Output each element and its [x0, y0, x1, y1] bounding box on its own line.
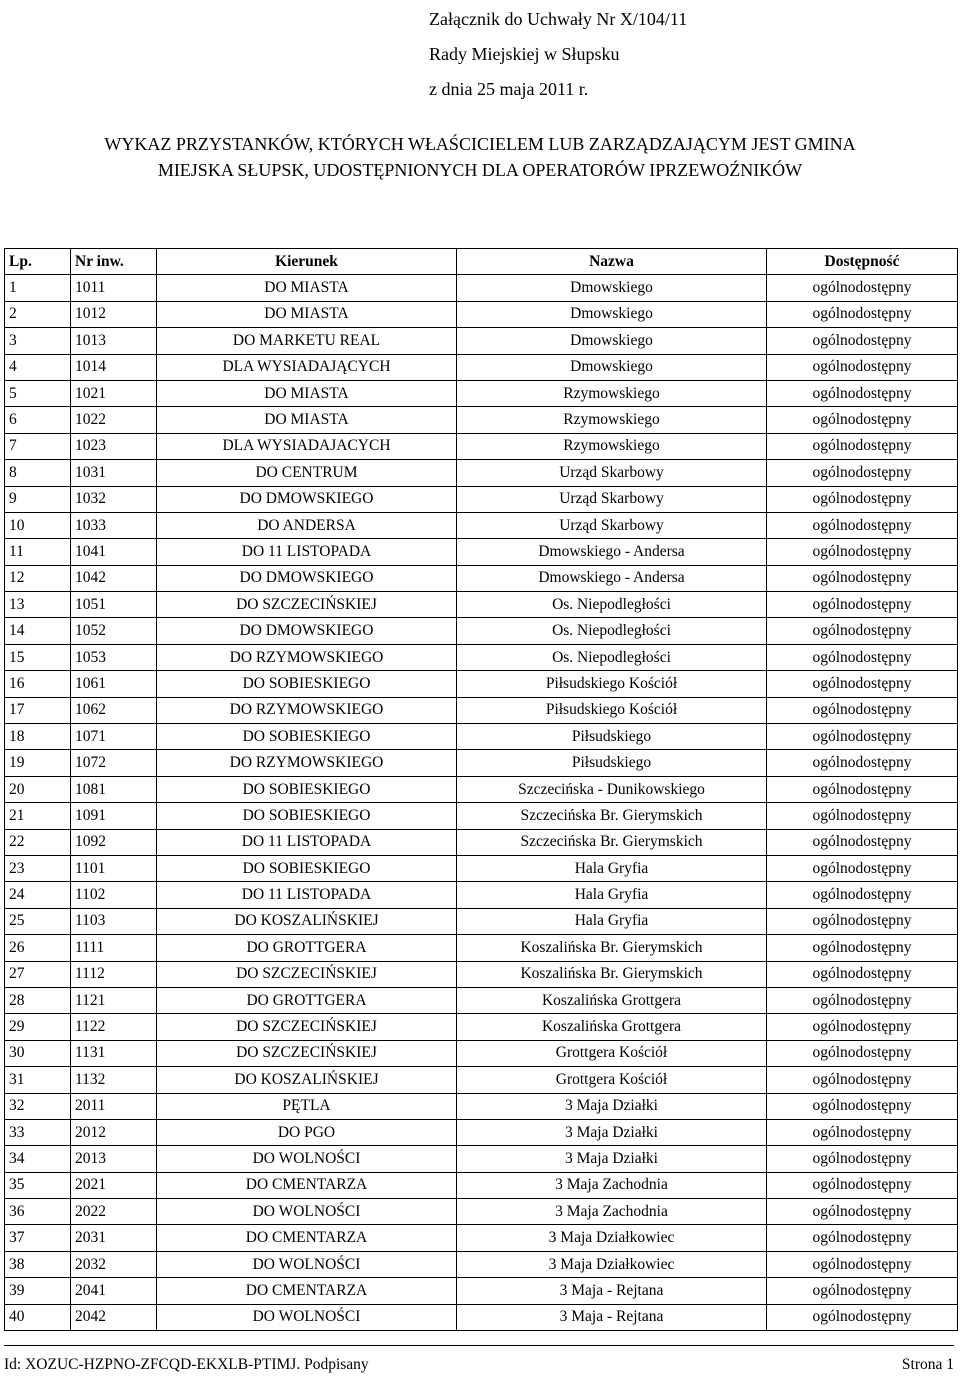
- cell-lp: 37: [5, 1225, 71, 1251]
- cell-lp: 16: [5, 671, 71, 697]
- cell-nr-inw: 1132: [71, 1067, 157, 1093]
- table-row: [5, 697, 958, 723]
- table-row: [5, 829, 958, 855]
- table-row: [5, 354, 958, 380]
- cell-dostepnosc: ogólnodostępny: [767, 407, 958, 433]
- cell-nr-inw: 1052: [71, 618, 157, 644]
- cell-kierunek: DO SOBIESKIEGO: [157, 776, 457, 802]
- page-footer: [4, 1345, 954, 1374]
- cell-nazwa: Koszalińska Grottgera: [457, 987, 767, 1013]
- table-row: [5, 1225, 958, 1251]
- cell-nazwa: 3 Maja Działkowiec: [457, 1225, 767, 1251]
- cell-lp: 5: [5, 380, 71, 406]
- cell-kierunek: DO WOLNOŚCI: [157, 1251, 457, 1277]
- title-line-2: MIEJSKA SŁUPSK, UDOSTĘPNIONYCH DLA OPERATORÓW IPRZEWOŹNIKÓW: [157, 160, 803, 180]
- cell-nr-inw: 2041: [71, 1278, 157, 1304]
- cell-kierunek: DO KOSZALIŃSKIEJ: [157, 1067, 457, 1093]
- cell-nr-inw: 2012: [71, 1119, 157, 1145]
- header-line-annex: Załącznik do Uchwały Nr X/104/11: [429, 9, 688, 29]
- cell-kierunek: DO CMENTARZA: [157, 1278, 457, 1304]
- cell-nazwa: 3 Maja Działki: [457, 1119, 767, 1145]
- cell-dostepnosc: ogólnodostępny: [767, 935, 958, 961]
- cell-dostepnosc: ogólnodostępny: [767, 750, 958, 776]
- cell-nazwa: Grottgera Kościół: [457, 1040, 767, 1066]
- cell-lp: 28: [5, 987, 71, 1013]
- cell-dostepnosc: ogólnodostępny: [767, 855, 958, 881]
- cell-nr-inw: 1021: [71, 380, 157, 406]
- cell-lp: 6: [5, 407, 71, 433]
- cell-nazwa: Szczecińska Br. Gierymskich: [457, 829, 767, 855]
- cell-lp: 31: [5, 1067, 71, 1093]
- cell-nr-inw: 1072: [71, 750, 157, 776]
- cell-lp: 3: [5, 328, 71, 354]
- cell-kierunek: DO GROTTGERA: [157, 935, 457, 961]
- cell-lp: 35: [5, 1172, 71, 1198]
- cell-nr-inw: 1101: [71, 855, 157, 881]
- cell-nazwa: Rzymowskiego: [457, 433, 767, 459]
- column-header-kierunek: Kierunek: [157, 249, 457, 275]
- cell-kierunek: DO DMOWSKIEGO: [157, 618, 457, 644]
- cell-dostepnosc: ogólnodostępny: [767, 354, 958, 380]
- cell-dostepnosc: ogólnodostępny: [767, 328, 958, 354]
- cell-dostepnosc: ogólnodostępny: [767, 460, 958, 486]
- cell-nazwa: Dmowskiego: [457, 354, 767, 380]
- cell-nazwa: Dmowskiego: [457, 301, 767, 327]
- cell-kierunek: DO CMENTARZA: [157, 1225, 457, 1251]
- cell-nr-inw: 2042: [71, 1304, 157, 1330]
- cell-nr-inw: 1033: [71, 512, 157, 538]
- cell-kierunek: DO CMENTARZA: [157, 1172, 457, 1198]
- cell-dostepnosc: ogólnodostępny: [767, 697, 958, 723]
- table-row: [5, 1278, 958, 1304]
- cell-nr-inw: 1023: [71, 433, 157, 459]
- cell-dostepnosc: ogólnodostępny: [767, 512, 958, 538]
- table-row: [5, 1014, 958, 1040]
- table-row: [5, 1304, 958, 1330]
- table-row: [5, 1040, 958, 1066]
- cell-lp: 20: [5, 776, 71, 802]
- cell-nazwa: 3 Maja Działkowiec: [457, 1251, 767, 1277]
- cell-nr-inw: 1112: [71, 961, 157, 987]
- table-row: [5, 724, 958, 750]
- cell-dostepnosc: ogólnodostępny: [767, 539, 958, 565]
- cell-lp: 14: [5, 618, 71, 644]
- cell-nazwa: Koszalińska Grottgera: [457, 1014, 767, 1040]
- cell-lp: 24: [5, 882, 71, 908]
- cell-nazwa: Hala Gryfia: [457, 882, 767, 908]
- table-row: [5, 1146, 958, 1172]
- cell-lp: 27: [5, 961, 71, 987]
- cell-nr-inw: 1053: [71, 644, 157, 670]
- cell-nazwa: 3 Maja Działki: [457, 1146, 767, 1172]
- cell-dostepnosc: ogólnodostępny: [767, 776, 958, 802]
- cell-kierunek: DO SOBIESKIEGO: [157, 803, 457, 829]
- cell-dostepnosc: ogólnodostępny: [767, 1014, 958, 1040]
- resolution-header: [429, 2, 687, 107]
- table-row: [5, 486, 958, 512]
- cell-kierunek: DLA WYSIADAJĄCYCH: [157, 354, 457, 380]
- title-line-1: WYKAZ PRZYSTANKÓW, KTÓRYCH WŁAŚCICIELEM LUB ZARZĄDZAJĄCYM JEST GMINA: [104, 134, 856, 154]
- cell-nr-inw: 1091: [71, 803, 157, 829]
- cell-lp: 13: [5, 592, 71, 618]
- cell-nazwa: Koszalińska Br. Gierymskich: [457, 935, 767, 961]
- cell-kierunek: DO MIASTA: [157, 275, 457, 301]
- cell-nazwa: Piłsudskiego: [457, 724, 767, 750]
- cell-lp: 25: [5, 908, 71, 934]
- cell-dostepnosc: ogólnodostępny: [767, 1278, 958, 1304]
- cell-kierunek: DO 11 LISTOPADA: [157, 829, 457, 855]
- cell-nazwa: Dmowskiego: [457, 328, 767, 354]
- cell-lp: 21: [5, 803, 71, 829]
- cell-nazwa: Szczecińska - Dunikowskiego: [457, 776, 767, 802]
- cell-nr-inw: 2022: [71, 1199, 157, 1225]
- cell-kierunek: DO SZCZECIŃSKIEJ: [157, 961, 457, 987]
- header-line-date: z dnia 25 maja 2011 r.: [429, 79, 589, 99]
- cell-nr-inw: 2021: [71, 1172, 157, 1198]
- cell-kierunek: DO KOSZALIŃSKIEJ: [157, 908, 457, 934]
- cell-dostepnosc: ogólnodostępny: [767, 961, 958, 987]
- cell-nazwa: Urząd Skarbowy: [457, 512, 767, 538]
- table-row: [5, 433, 958, 459]
- cell-nazwa: Urząd Skarbowy: [457, 460, 767, 486]
- cell-dostepnosc: ogólnodostępny: [767, 592, 958, 618]
- cell-kierunek: DO RZYMOWSKIEGO: [157, 750, 457, 776]
- cell-nr-inw: 1121: [71, 987, 157, 1013]
- cell-lp: 17: [5, 697, 71, 723]
- cell-lp: 22: [5, 829, 71, 855]
- table-row: [5, 565, 958, 591]
- cell-kierunek: DO DMOWSKIEGO: [157, 565, 457, 591]
- table-row: [5, 1199, 958, 1225]
- cell-kierunek: DO DMOWSKIEGO: [157, 486, 457, 512]
- table-row: [5, 987, 958, 1013]
- table-body: [5, 275, 958, 1331]
- cell-lp: 36: [5, 1199, 71, 1225]
- cell-nr-inw: 1012: [71, 301, 157, 327]
- table-row: [5, 275, 958, 301]
- cell-dostepnosc: ogólnodostępny: [767, 1040, 958, 1066]
- cell-kierunek: DO MIASTA: [157, 380, 457, 406]
- cell-nazwa: 3 Maja Działki: [457, 1093, 767, 1119]
- cell-lp: 38: [5, 1251, 71, 1277]
- cell-kierunek: DO WOLNOŚCI: [157, 1146, 457, 1172]
- cell-kierunek: DO PGO: [157, 1119, 457, 1145]
- cell-nazwa: Grottgera Kościół: [457, 1067, 767, 1093]
- cell-nazwa: Piłsudskiego: [457, 750, 767, 776]
- cell-lp: 8: [5, 460, 71, 486]
- cell-nr-inw: 2013: [71, 1146, 157, 1172]
- cell-kierunek: DO SZCZECIŃSKIEJ: [157, 1014, 457, 1040]
- cell-lp: 7: [5, 433, 71, 459]
- cell-nr-inw: 1122: [71, 1014, 157, 1040]
- cell-dostepnosc: ogólnodostępny: [767, 671, 958, 697]
- cell-dostepnosc: ogólnodostępny: [767, 433, 958, 459]
- cell-nr-inw: 1062: [71, 697, 157, 723]
- cell-lp: 11: [5, 539, 71, 565]
- cell-nr-inw: 1081: [71, 776, 157, 802]
- table-row: [5, 1119, 958, 1145]
- cell-lp: 30: [5, 1040, 71, 1066]
- cell-dostepnosc: ogólnodostępny: [767, 1199, 958, 1225]
- table-row: [5, 935, 958, 961]
- cell-nazwa: Os. Niepodległości: [457, 618, 767, 644]
- cell-dostepnosc: ogólnodostępny: [767, 987, 958, 1013]
- table-row: [5, 671, 958, 697]
- cell-nazwa: Szczecińska Br. Gierymskich: [457, 803, 767, 829]
- cell-lp: 2: [5, 301, 71, 327]
- cell-dostepnosc: ogólnodostępny: [767, 565, 958, 591]
- cell-nazwa: Os. Niepodległości: [457, 592, 767, 618]
- cell-nazwa: Hala Gryfia: [457, 855, 767, 881]
- cell-dostepnosc: ogólnodostępny: [767, 1093, 958, 1119]
- cell-kierunek: DO GROTTGERA: [157, 987, 457, 1013]
- cell-lp: 26: [5, 935, 71, 961]
- cell-kierunek: DO SOBIESKIEGO: [157, 855, 457, 881]
- table-row: [5, 539, 958, 565]
- cell-lp: 33: [5, 1119, 71, 1145]
- cell-dostepnosc: ogólnodostępny: [767, 829, 958, 855]
- cell-kierunek: PĘTLA: [157, 1093, 457, 1119]
- cell-nr-inw: 2011: [71, 1093, 157, 1119]
- table-row: [5, 776, 958, 802]
- cell-nr-inw: 1061: [71, 671, 157, 697]
- cell-dostepnosc: ogólnodostępny: [767, 803, 958, 829]
- cell-dostepnosc: ogólnodostępny: [767, 882, 958, 908]
- cell-nr-inw: 1102: [71, 882, 157, 908]
- table-row: [5, 328, 958, 354]
- cell-lp: 29: [5, 1014, 71, 1040]
- cell-dostepnosc: ogólnodostępny: [767, 301, 958, 327]
- table-row: [5, 644, 958, 670]
- cell-dostepnosc: ogólnodostępny: [767, 486, 958, 512]
- cell-kierunek: DO 11 LISTOPADA: [157, 539, 457, 565]
- table-row: [5, 460, 958, 486]
- document-title: [0, 131, 960, 183]
- cell-nr-inw: 1131: [71, 1040, 157, 1066]
- cell-nazwa: Piłsudskiego Kościół: [457, 697, 767, 723]
- cell-nazwa: 3 Maja - Rejtana: [457, 1278, 767, 1304]
- cell-kierunek: DLA WYSIADAJACYCH: [157, 433, 457, 459]
- table-row: [5, 407, 958, 433]
- cell-dostepnosc: ogólnodostępny: [767, 1119, 958, 1145]
- column-header-lp: Lp.: [5, 249, 71, 275]
- cell-nazwa: Os. Niepodległości: [457, 644, 767, 670]
- cell-nr-inw: 1014: [71, 354, 157, 380]
- cell-nr-inw: 2031: [71, 1225, 157, 1251]
- cell-lp: 10: [5, 512, 71, 538]
- cell-nazwa: Rzymowskiego: [457, 380, 767, 406]
- table-row: [5, 1067, 958, 1093]
- cell-kierunek: DO MIASTA: [157, 407, 457, 433]
- page-number: Strona 1: [901, 1356, 954, 1373]
- cell-kierunek: DO ANDERSA: [157, 512, 457, 538]
- cell-nr-inw: 1013: [71, 328, 157, 354]
- table-row: [5, 301, 958, 327]
- cell-kierunek: DO WOLNOŚCI: [157, 1199, 457, 1225]
- table-row: [5, 882, 958, 908]
- cell-kierunek: DO RZYMOWSKIEGO: [157, 644, 457, 670]
- column-header-nr-inw: Nr inw.: [71, 249, 157, 275]
- table-row: [5, 592, 958, 618]
- cell-nr-inw: 1071: [71, 724, 157, 750]
- table-row: [5, 750, 958, 776]
- table-row: [5, 380, 958, 406]
- cell-lp: 34: [5, 1146, 71, 1172]
- column-header-dostepnosc: Dostępność: [767, 249, 958, 275]
- cell-dostepnosc: ogólnodostępny: [767, 618, 958, 644]
- cell-nr-inw: 1022: [71, 407, 157, 433]
- cell-lp: 23: [5, 855, 71, 881]
- cell-dostepnosc: ogólnodostępny: [767, 1225, 958, 1251]
- cell-kierunek: DO CENTRUM: [157, 460, 457, 486]
- cell-nr-inw: 1032: [71, 486, 157, 512]
- cell-lp: 39: [5, 1278, 71, 1304]
- cell-nazwa: 3 Maja Zachodnia: [457, 1199, 767, 1225]
- cell-lp: 1: [5, 275, 71, 301]
- cell-lp: 12: [5, 565, 71, 591]
- cell-nr-inw: 1041: [71, 539, 157, 565]
- cell-dostepnosc: ogólnodostępny: [767, 1067, 958, 1093]
- cell-dostepnosc: ogólnodostępny: [767, 1251, 958, 1277]
- cell-nr-inw: 2032: [71, 1251, 157, 1277]
- cell-dostepnosc: ogólnodostępny: [767, 1172, 958, 1198]
- table-row: [5, 1093, 958, 1119]
- table-row: [5, 1251, 958, 1277]
- cell-nr-inw: 1051: [71, 592, 157, 618]
- cell-lp: 32: [5, 1093, 71, 1119]
- document-id: Id: XOZUC-HZPNO-ZFCQD-EKXLB-PTIMJ. Podpisany: [4, 1356, 369, 1373]
- cell-lp: 15: [5, 644, 71, 670]
- table-header-row: [5, 249, 958, 275]
- cell-nazwa: Koszalińska Br. Gierymskich: [457, 961, 767, 987]
- cell-nr-inw: 1031: [71, 460, 157, 486]
- cell-nazwa: Dmowskiego - Andersa: [457, 565, 767, 591]
- cell-kierunek: DO WOLNOŚCI: [157, 1304, 457, 1330]
- cell-dostepnosc: ogólnodostępny: [767, 275, 958, 301]
- table-row: [5, 803, 958, 829]
- cell-nr-inw: 1042: [71, 565, 157, 591]
- cell-nazwa: 3 Maja Zachodnia: [457, 1172, 767, 1198]
- cell-nr-inw: 1011: [71, 275, 157, 301]
- cell-nazwa: Hala Gryfia: [457, 908, 767, 934]
- bus-stops-table: [4, 248, 958, 1331]
- cell-kierunek: DO RZYMOWSKIEGO: [157, 697, 457, 723]
- header-line-council: Rady Miejskiej w Słupsku: [429, 44, 620, 64]
- cell-lp: 4: [5, 354, 71, 380]
- cell-nazwa: Dmowskiego: [457, 275, 767, 301]
- column-header-nazwa: Nazwa: [457, 249, 767, 275]
- table-row: [5, 1172, 958, 1198]
- cell-lp: 40: [5, 1304, 71, 1330]
- table-row: [5, 512, 958, 538]
- table-row: [5, 618, 958, 644]
- table-row: [5, 961, 958, 987]
- table-row: [5, 908, 958, 934]
- cell-kierunek: DO MIASTA: [157, 301, 457, 327]
- cell-dostepnosc: ogólnodostępny: [767, 724, 958, 750]
- cell-nazwa: 3 Maja - Rejtana: [457, 1304, 767, 1330]
- cell-nr-inw: 1103: [71, 908, 157, 934]
- cell-dostepnosc: ogólnodostępny: [767, 1146, 958, 1172]
- cell-lp: 18: [5, 724, 71, 750]
- cell-dostepnosc: ogólnodostępny: [767, 644, 958, 670]
- cell-nr-inw: 1092: [71, 829, 157, 855]
- cell-lp: 9: [5, 486, 71, 512]
- cell-dostepnosc: ogólnodostępny: [767, 1304, 958, 1330]
- cell-kierunek: DO 11 LISTOPADA: [157, 882, 457, 908]
- cell-nazwa: Piłsudskiego Kościół: [457, 671, 767, 697]
- cell-lp: 19: [5, 750, 71, 776]
- cell-kierunek: DO SZCZECIŃSKIEJ: [157, 1040, 457, 1066]
- cell-nr-inw: 1111: [71, 935, 157, 961]
- cell-kierunek: DO SZCZECIŃSKIEJ: [157, 592, 457, 618]
- cell-dostepnosc: ogólnodostępny: [767, 380, 958, 406]
- cell-nazwa: Rzymowskiego: [457, 407, 767, 433]
- cell-nazwa: Urząd Skarbowy: [457, 486, 767, 512]
- table-row: [5, 855, 958, 881]
- cell-kierunek: DO MARKETU REAL: [157, 328, 457, 354]
- cell-kierunek: DO SOBIESKIEGO: [157, 671, 457, 697]
- cell-nazwa: Dmowskiego - Andersa: [457, 539, 767, 565]
- cell-kierunek: DO SOBIESKIEGO: [157, 724, 457, 750]
- cell-dostepnosc: ogólnodostępny: [767, 908, 958, 934]
